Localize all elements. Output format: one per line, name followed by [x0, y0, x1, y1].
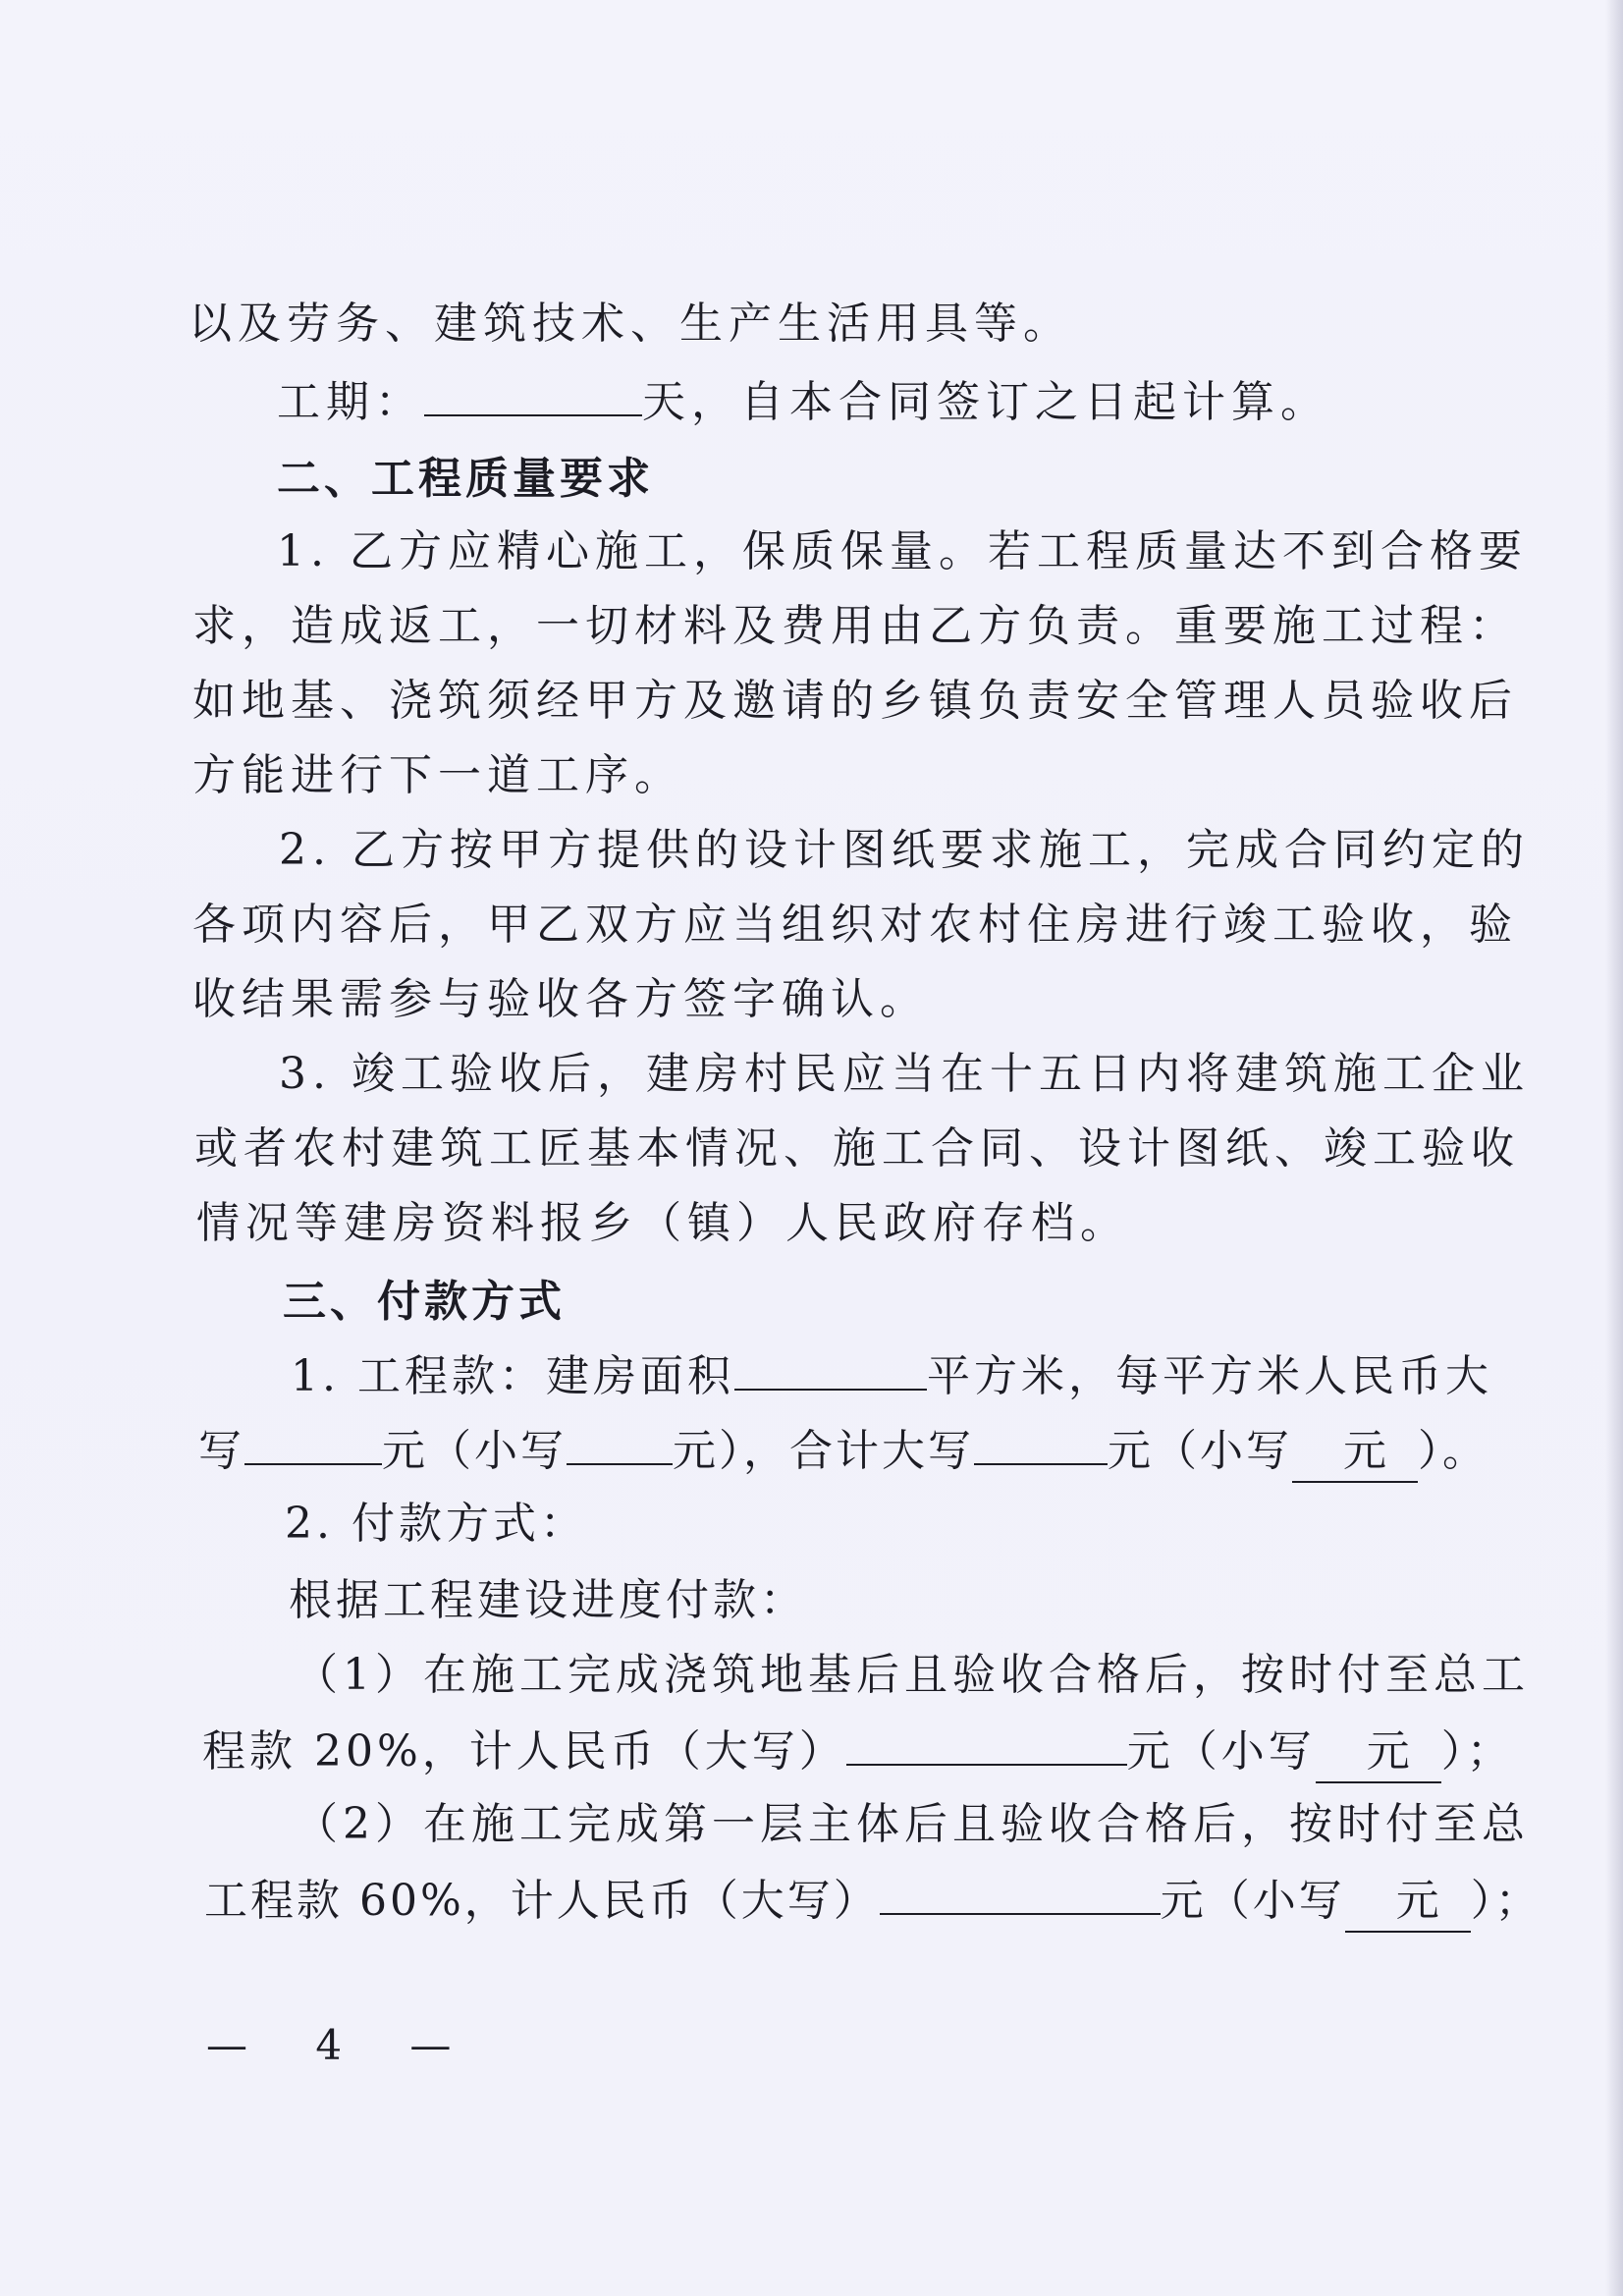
text-line: 收结果需参与验收各方签字确认。	[192, 974, 929, 1024]
paragraph-line	[194, 1120, 1520, 1178]
unit-price-lower-blank	[567, 1420, 673, 1465]
section-heading-payment	[283, 1273, 566, 1332]
paragraph-line	[289, 1571, 807, 1630]
heading-text: 三、付款方式	[283, 1277, 566, 1327]
text-line: 1. 工程款：建房面积	[291, 1351, 734, 1401]
paragraph-line	[198, 1420, 1488, 1483]
paragraph-line	[192, 597, 1518, 656]
text-line: 或者农村建筑工匠基本情况、施工合同、设计图纸、竣工验收	[194, 1123, 1520, 1174]
text-line: 以及劳务、建筑技术、生产生活用具等。	[189, 299, 1072, 349]
text-line: 2. 乙方按甲方提供的设计图纸要求施工，完成合同约定的	[279, 825, 1530, 875]
section-heading-quality	[277, 450, 654, 509]
text-line: 元（小写	[382, 1426, 567, 1476]
text-line: 平方米，每平方米人民币大	[926, 1351, 1492, 1401]
text-line: 元	[1395, 1876, 1439, 1926]
text-line: 元（小写	[1108, 1426, 1292, 1476]
payment2-lower-blank	[1345, 1872, 1471, 1933]
text-line: 程款 20%，计人民币（大写）	[202, 1726, 846, 1777]
payment2-upper-blank	[880, 1870, 1161, 1915]
text-line: 3. 竣工验收后，建房村民应当在十五日内将建筑施工企业	[279, 1049, 1530, 1099]
paragraph-line	[279, 1045, 1530, 1104]
payment1-upper-blank	[846, 1721, 1127, 1766]
text-line: 元（小写	[1126, 1726, 1316, 1777]
text-line: 求，造成返工，一切材料及费用由乙方负责。重要施工过程：	[192, 601, 1518, 651]
total-lower-blank	[1292, 1422, 1418, 1483]
text-line: 根据工程建设进度付款：	[289, 1575, 807, 1625]
text-line: 各项内容后，甲乙双方应当组织对农村住房进行竣工验收，验	[192, 900, 1518, 950]
paragraph-line	[192, 746, 683, 805]
text-line: （1）在施工完成浇筑地基后且验收合格后，按时付至总工	[295, 1650, 1530, 1700]
paragraph-line	[277, 522, 1528, 581]
text-line: 情况等建房资料报乡（镇）人民政府存档。	[196, 1198, 1129, 1248]
text-line: 元	[1343, 1426, 1386, 1476]
text-line: 工程款 60%，计人民币（大写）	[204, 1876, 880, 1926]
text-line: （2）在施工完成第一层主体后且验收合格后，按时付至总	[295, 1799, 1530, 1849]
heading-text: 二、工程质量要求	[277, 454, 654, 504]
paragraph-line	[192, 672, 1518, 731]
payment1-lower-blank	[1316, 1722, 1441, 1783]
paragraph-line	[192, 896, 1518, 955]
duration-label: 工期：	[277, 377, 424, 427]
paragraph-line	[192, 970, 929, 1029]
paragraph-line	[279, 821, 1530, 880]
duration-text: 天，自本合同签订之日起计算。	[642, 377, 1329, 427]
paragraph-line	[291, 1345, 1492, 1406]
text-line: 1. 乙方应精心施工，保质保量。若工程质量达不到合格要	[277, 526, 1528, 576]
paragraph-line	[204, 1870, 1542, 1933]
paragraph-line	[202, 1721, 1514, 1783]
text-line: ）；	[1440, 1726, 1514, 1777]
text-line: 2. 付款方式：	[285, 1499, 587, 1549]
paragraph-line	[295, 1646, 1530, 1705]
duration-line	[277, 371, 1329, 432]
text-line: ）；	[1470, 1876, 1542, 1926]
text-line: 元），合计大写	[673, 1426, 974, 1476]
page-number: — 4 —	[206, 2021, 479, 2069]
text-line: ）。	[1418, 1426, 1488, 1476]
duration-blank	[424, 371, 642, 416]
text-line: 元	[1366, 1726, 1410, 1777]
paragraph-line	[189, 295, 1072, 354]
paragraph-line	[196, 1194, 1129, 1253]
text-line: 写	[198, 1426, 244, 1476]
text-line: 元（小写	[1160, 1876, 1345, 1926]
unit-price-upper-blank	[244, 1420, 382, 1465]
paragraph-line	[295, 1795, 1530, 1854]
text-line: 方能进行下一道工序。	[192, 750, 683, 800]
text-line: 如地基、浇筑须经甲方及邀请的乡镇负责安全管理人员验收后	[192, 676, 1518, 726]
area-blank	[734, 1345, 927, 1391]
total-upper-blank	[974, 1420, 1108, 1465]
paragraph-line	[285, 1495, 587, 1554]
